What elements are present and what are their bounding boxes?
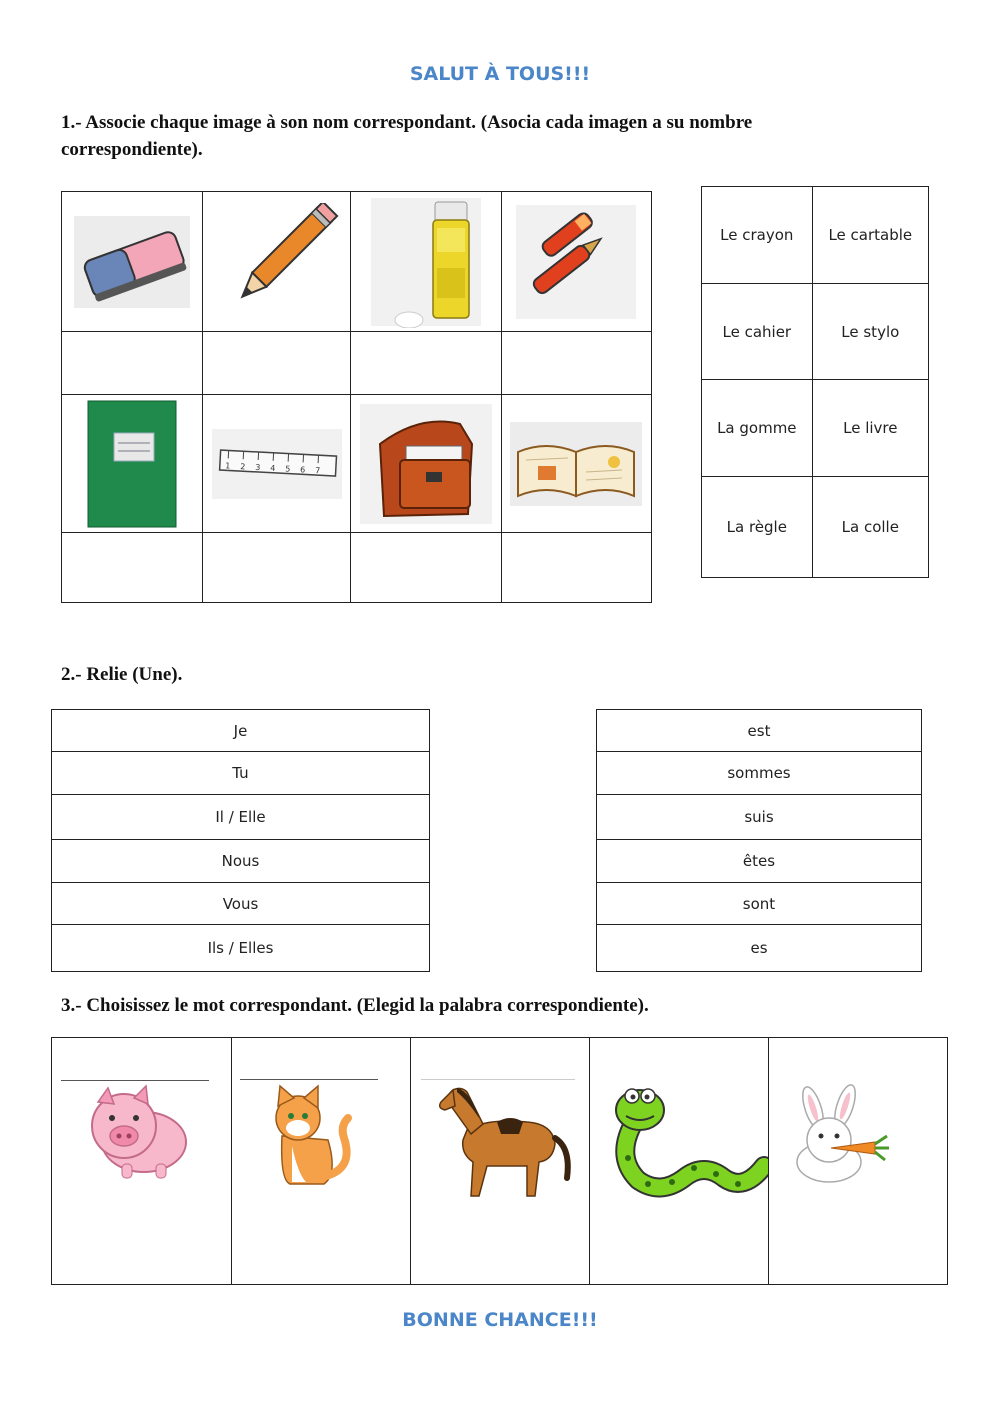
answer-cell[interactable] bbox=[203, 332, 351, 395]
schoolbag-icon bbox=[360, 404, 492, 524]
animal-grid bbox=[51, 1037, 948, 1285]
picture-grid bbox=[61, 191, 652, 603]
pencil-icon bbox=[215, 203, 339, 321]
snake-icon bbox=[608, 1078, 768, 1202]
pig-icon bbox=[82, 1084, 192, 1180]
animal-cell[interactable] bbox=[411, 1038, 590, 1285]
answer-line[interactable] bbox=[240, 1079, 378, 1080]
answer-line[interactable] bbox=[61, 1080, 209, 1081]
glue-stick-icon bbox=[367, 196, 485, 328]
ruler-number: 3 bbox=[254, 462, 261, 472]
pronoun-item[interactable]: Il / Elle bbox=[52, 795, 430, 840]
picture-cell bbox=[203, 395, 351, 533]
answer-cell[interactable] bbox=[501, 332, 651, 395]
animal-cell[interactable] bbox=[590, 1038, 769, 1285]
word-bank-item[interactable]: Le cahier bbox=[702, 284, 813, 380]
ruler-number: 1 bbox=[224, 460, 231, 471]
picture-cell bbox=[351, 192, 501, 332]
word-bank-item[interactable]: La règle bbox=[702, 477, 813, 578]
pronoun-column bbox=[51, 709, 430, 972]
answer-cell[interactable] bbox=[203, 533, 351, 603]
picture-cell bbox=[62, 192, 203, 332]
verb-column bbox=[596, 709, 922, 972]
pronoun-item[interactable]: Vous bbox=[52, 883, 430, 925]
word-bank-item[interactable]: Le livre bbox=[812, 380, 928, 477]
animal-cell[interactable] bbox=[52, 1038, 232, 1285]
exercise1-instruction-line2: correspondiente). bbox=[61, 139, 203, 160]
verb-item[interactable]: sont bbox=[597, 883, 922, 925]
ruler-number: 5 bbox=[284, 463, 291, 474]
word-bank-item[interactable]: Le cartable bbox=[812, 187, 928, 284]
pen-icon bbox=[514, 203, 638, 321]
book-icon bbox=[510, 422, 642, 506]
answer-cell[interactable] bbox=[351, 332, 501, 395]
picture-cell bbox=[501, 395, 651, 533]
verb-item[interactable]: sommes bbox=[597, 752, 922, 795]
verb-item[interactable]: est bbox=[597, 710, 922, 752]
pronoun-item[interactable]: Ils / Elles bbox=[52, 925, 430, 972]
picture-cell bbox=[62, 395, 203, 533]
pronoun-item[interactable]: Je bbox=[52, 710, 430, 752]
ruler-number: 4 bbox=[269, 463, 276, 473]
pronoun-item[interactable]: Nous bbox=[52, 840, 430, 883]
ruler-number: 2 bbox=[239, 461, 246, 471]
rabbit-icon bbox=[783, 1082, 893, 1186]
eraser-icon bbox=[70, 212, 194, 312]
exercise1-instruction-line1: 1.- Associe chaque image à son nom correspondant. (Asocia cada imagen a su nombre bbox=[61, 112, 753, 133]
word-bank-item[interactable]: La gomme bbox=[702, 380, 813, 477]
exercise3-instruction: 3.- Choisissez le mot correspondant. (Elegid la palabra correspondiente). bbox=[61, 995, 649, 1016]
ruler-number: 6 bbox=[299, 464, 306, 474]
answer-cell[interactable] bbox=[351, 533, 501, 603]
word-bank bbox=[701, 186, 929, 578]
exercise2-instruction: 2.- Relie (Une). bbox=[61, 664, 183, 685]
ruler-number: 7 bbox=[314, 465, 321, 475]
notebook-icon bbox=[86, 399, 178, 529]
word-bank-item[interactable]: Le crayon bbox=[702, 187, 813, 284]
animal-cell[interactable] bbox=[769, 1038, 948, 1285]
cat-icon bbox=[262, 1084, 352, 1188]
verb-item[interactable]: es bbox=[597, 925, 922, 972]
pronoun-item[interactable]: Tu bbox=[52, 752, 430, 795]
word-bank-item[interactable]: Le stylo bbox=[812, 284, 928, 380]
picture-cell bbox=[203, 192, 351, 332]
horse-icon bbox=[427, 1078, 577, 1202]
verb-item[interactable]: suis bbox=[597, 795, 922, 840]
picture-cell bbox=[501, 192, 651, 332]
picture-cell bbox=[351, 395, 501, 533]
animal-cell[interactable] bbox=[232, 1038, 411, 1285]
exercise1-instruction bbox=[61, 109, 961, 163]
answer-cell[interactable] bbox=[62, 332, 203, 395]
verb-item[interactable]: êtes bbox=[597, 840, 922, 883]
ruler-icon bbox=[212, 429, 342, 499]
word-bank-item[interactable]: La colle bbox=[812, 477, 928, 578]
answer-cell[interactable] bbox=[62, 533, 203, 603]
footer-text: BONNE CHANCE!!! bbox=[402, 1309, 598, 1331]
answer-cell[interactable] bbox=[501, 533, 651, 603]
page-title: SALUT À TOUS!!! bbox=[409, 63, 591, 85]
